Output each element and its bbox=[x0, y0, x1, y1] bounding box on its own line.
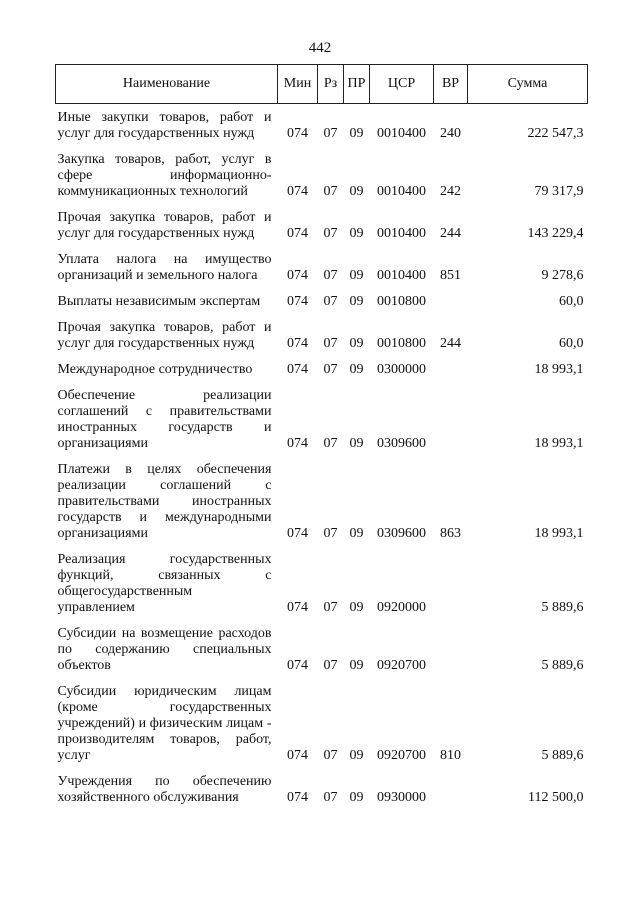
cell-min: 074 bbox=[287, 184, 308, 199]
cell-pr: 09 bbox=[349, 294, 364, 309]
cell-min: 074 bbox=[287, 226, 308, 241]
cell-rz: 07 bbox=[323, 526, 338, 541]
cell-vr: 244 bbox=[440, 336, 461, 351]
cell-pr: 09 bbox=[349, 526, 364, 541]
cell-sum: 60,0 bbox=[559, 336, 584, 351]
table-row bbox=[56, 246, 588, 288]
cell-sum: 112 500,0 bbox=[528, 790, 584, 805]
cell-vr bbox=[434, 382, 468, 456]
cell-min: 074 bbox=[287, 790, 308, 805]
cell-name: Платежи в целях обеспечения реализации соглашений с правительствами иностранных государств и международными организациями bbox=[57, 462, 272, 541]
page-number: 442 bbox=[308, 40, 332, 56]
cell-csr: 0010800 bbox=[377, 336, 426, 351]
cell-name: Выплаты независимым экспертам bbox=[57, 294, 261, 309]
cell-name: Прочая закупка товаров, работ и услуг для государственных нужд bbox=[57, 210, 272, 241]
header-rz: Рз bbox=[318, 65, 344, 104]
cell-vr bbox=[434, 768, 468, 810]
cell-name: Субсидии юридическим лицам (кроме государственных учреждений) и физическим лицам - производителям товаров, работ, услуг bbox=[57, 684, 272, 763]
cell-pr: 09 bbox=[349, 362, 364, 377]
cell-rz: 07 bbox=[323, 790, 338, 805]
cell-pr: 09 bbox=[349, 336, 364, 351]
cell-csr: 0010800 bbox=[377, 294, 426, 309]
cell-min: 074 bbox=[287, 336, 308, 351]
cell-min: 074 bbox=[287, 436, 308, 451]
table-row bbox=[56, 678, 588, 768]
table-row bbox=[56, 314, 588, 356]
table-body bbox=[56, 104, 588, 811]
cell-pr: 09 bbox=[349, 436, 364, 451]
cell-csr: 0010400 bbox=[377, 226, 426, 241]
cell-sum: 9 278,6 bbox=[541, 268, 584, 283]
header-name: Наименование bbox=[56, 65, 278, 104]
cell-rz: 07 bbox=[323, 226, 338, 241]
table-row bbox=[56, 356, 588, 382]
budget-table bbox=[55, 64, 588, 810]
cell-rz: 07 bbox=[323, 268, 338, 283]
cell-min: 074 bbox=[287, 748, 308, 763]
cell-vr: 851 bbox=[440, 268, 461, 283]
cell-vr bbox=[434, 546, 468, 620]
cell-csr: 0920000 bbox=[377, 600, 426, 615]
table-row bbox=[56, 620, 588, 678]
cell-sum: 5 889,6 bbox=[541, 658, 584, 673]
header-pr: ПР bbox=[344, 65, 370, 104]
cell-pr: 09 bbox=[349, 126, 364, 141]
cell-name: Обеспечение реализации соглашений с правительствами иностранных государств и организациями bbox=[57, 388, 272, 451]
header-vr: ВР bbox=[434, 65, 468, 104]
table-row bbox=[56, 546, 588, 620]
cell-name: Иные закупки товаров, работ и услуг для государственных нужд bbox=[57, 110, 272, 141]
cell-min: 074 bbox=[287, 526, 308, 541]
cell-name: Международное сотрудничество bbox=[57, 362, 253, 377]
cell-rz: 07 bbox=[323, 748, 338, 763]
cell-sum: 60,0 bbox=[559, 294, 584, 309]
cell-vr bbox=[434, 288, 468, 314]
cell-sum: 79 317,9 bbox=[534, 184, 584, 199]
cell-rz: 07 bbox=[323, 362, 338, 377]
cell-pr: 09 bbox=[349, 268, 364, 283]
cell-sum: 18 993,1 bbox=[534, 436, 584, 451]
cell-name: Уплата налога на имущество организаций и земельного налога bbox=[57, 252, 272, 283]
table-row bbox=[56, 146, 588, 204]
cell-csr: 0920700 bbox=[377, 658, 426, 673]
cell-vr bbox=[434, 356, 468, 382]
table-header bbox=[56, 65, 588, 104]
cell-rz: 07 bbox=[323, 294, 338, 309]
cell-min: 074 bbox=[287, 126, 308, 141]
cell-sum: 18 993,1 bbox=[534, 526, 584, 541]
cell-csr: 0930000 bbox=[377, 790, 426, 805]
cell-pr: 09 bbox=[349, 790, 364, 805]
cell-vr: 810 bbox=[440, 748, 461, 763]
cell-sum: 18 993,1 bbox=[534, 362, 584, 377]
cell-name: Субсидии на возмещение расходов по содержанию специальных объектов bbox=[57, 626, 272, 673]
cell-min: 074 bbox=[287, 658, 308, 673]
cell-pr: 09 bbox=[349, 658, 364, 673]
cell-min: 074 bbox=[287, 600, 308, 615]
cell-rz: 07 bbox=[323, 336, 338, 351]
cell-csr: 0300000 bbox=[377, 362, 426, 377]
cell-name: Прочая закупка товаров, работ и услуг для государственных нужд bbox=[57, 320, 272, 351]
cell-rz: 07 bbox=[323, 658, 338, 673]
header-min: Мин bbox=[278, 65, 318, 104]
cell-csr: 0309600 bbox=[377, 526, 426, 541]
cell-rz: 07 bbox=[323, 600, 338, 615]
header-sum: Сумма bbox=[468, 65, 588, 104]
table-row bbox=[56, 288, 588, 314]
cell-sum: 222 547,3 bbox=[527, 126, 584, 141]
cell-csr: 0010400 bbox=[377, 184, 426, 199]
cell-pr: 09 bbox=[349, 600, 364, 615]
header-row bbox=[56, 65, 588, 104]
cell-vr: 242 bbox=[440, 184, 461, 199]
cell-pr: 09 bbox=[349, 226, 364, 241]
cell-sum: 143 229,4 bbox=[527, 226, 584, 241]
cell-vr: 244 bbox=[440, 226, 461, 241]
cell-name: Закупка товаров, работ, услуг в сфере информационно-коммуникационных технологий bbox=[57, 152, 272, 199]
cell-name: Учреждения по обеспечению хозяйственного обслуживания bbox=[57, 774, 272, 805]
header-csr: ЦСР bbox=[370, 65, 434, 104]
table-row bbox=[56, 382, 588, 456]
cell-sum: 5 889,6 bbox=[541, 600, 584, 615]
cell-pr: 09 bbox=[349, 184, 364, 199]
cell-min: 074 bbox=[287, 268, 308, 283]
cell-name: Реализация государственных функций, связанных с общегосударственным управлением bbox=[57, 552, 272, 615]
cell-sum: 5 889,6 bbox=[541, 748, 584, 763]
cell-vr bbox=[434, 620, 468, 678]
cell-vr: 863 bbox=[440, 526, 461, 541]
cell-csr: 0010400 bbox=[377, 268, 426, 283]
cell-rz: 07 bbox=[323, 126, 338, 141]
cell-min: 074 bbox=[287, 294, 308, 309]
cell-csr: 0920700 bbox=[377, 748, 426, 763]
cell-csr: 0309600 bbox=[377, 436, 426, 451]
cell-pr: 09 bbox=[349, 748, 364, 763]
table-row bbox=[56, 204, 588, 246]
cell-csr: 0010400 bbox=[377, 126, 426, 141]
cell-rz: 07 bbox=[323, 184, 338, 199]
table-row bbox=[56, 104, 588, 147]
cell-min: 074 bbox=[287, 362, 308, 377]
table-row bbox=[56, 456, 588, 546]
cell-rz: 07 bbox=[323, 436, 338, 451]
table-row bbox=[56, 768, 588, 810]
cell-vr: 240 bbox=[440, 126, 461, 141]
